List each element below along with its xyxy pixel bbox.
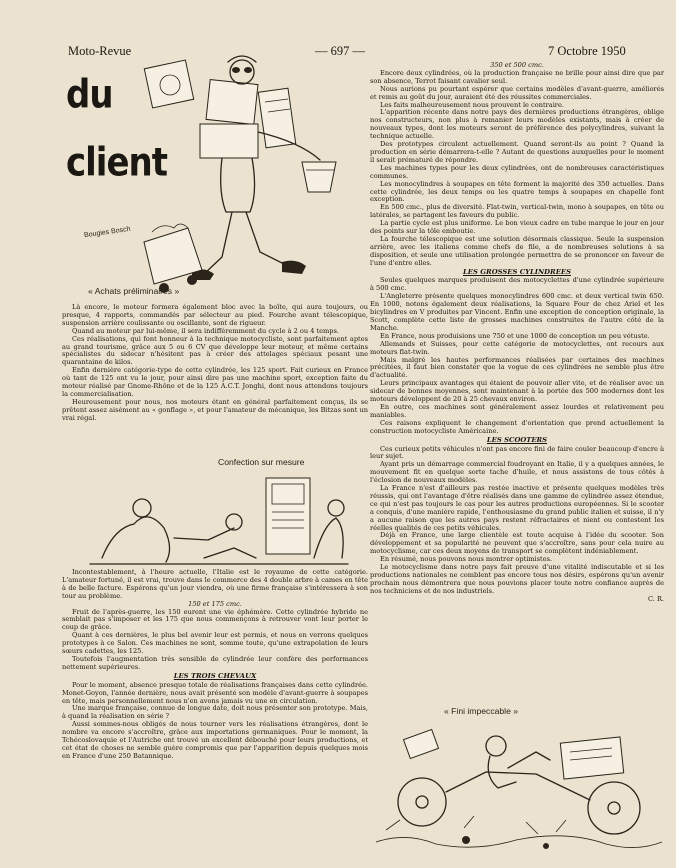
- page-number: — 697 —: [315, 44, 365, 58]
- paragraph: Quant à ces dernières, le plus bel avenir leur est permis, et nous en verrons quelques prototypes à ce Salon. Ces machines ne sont, somme toute, qu'une extrapolation de leurs sœurs cadettes, les 125.: [62, 631, 368, 656]
- paragraph: Là encore, le moteur formera également bloc avec la boîte, qui aura toujours, ou presque, 4 rapports, commandés par sélecteur au pied. Fourche avant télescopique, suspension arrière coulissante ou oscillante, sont de rigueur.: [62, 303, 368, 327]
- paragraph: Fruit de l'après-guerre, les 150 eurent une vie éphémère. Cette cylindrée hybride ne semblait pas s'imposer et les 175 que nous commençons à retrouver vont leur porter le coup de grâce.: [62, 607, 368, 632]
- left-column-lower: [62, 569, 368, 761]
- bottom-caption: « Fini impeccable »: [444, 706, 519, 716]
- paragraph: Allemands et Suisses, pour cette catégorie de motocyclettes, ont recours aux moteurs flat-twin.: [370, 339, 664, 356]
- paragraph: Mais malgré les hautes performances réalisées par certaines des machines précitées, il faut bien constater que la vogue de ces cylindrées ne semble plus être d'actualité.: [370, 355, 664, 380]
- paragraph: La partie cycle est plus uniforme. Le bon vieux cadre en tube marque le jour en jour des points sur la tôle emboutie.: [370, 219, 664, 236]
- shopping-man-illustration: [130, 52, 355, 302]
- paragraph: Pour le moment, absence presque totale de réalisations françaises dans cette cylindrée. Monet-Goyon, l'année dernière, nous avait présenté son modèle d'avant-guerre à soupapes en tête, mais personnellement nous n'en avons jamais vu une en circulation.: [62, 680, 368, 705]
- subheading: 150 et 175 cmc.: [188, 599, 242, 608]
- paragraph: L'apparition récente dans notre pays des dernières productions étrangères, oblige nos constructeurs, non plus à remanier leurs modèles existants, mais à créer de nouveaux types, dont les moteurs seront de préférence des polycylindres, suivant la technique actuelle.: [370, 108, 664, 141]
- bag-label: Bougies Bosch: [83, 225, 131, 240]
- paragraph: La France n'est d'ailleurs pas restée inactive et présente quelques modèles très réussis, qui ont l'avantage d'être réalisés dans une gamme de cylindrée assez étendue, ce qui n'est pas toujours le cas pour les autres productions européennes. Si le scooter a conquis, d'une manière rapide, l'enthousiasme du grand public italien et suisse, il n'y a aucune raison que les autres pays restent réfractaires et nient ou contestent les réelles qualités de ces petits véhicules.: [370, 484, 664, 532]
- top-caption: « Achats préliminaires »: [88, 286, 180, 296]
- workshop-illustration: [366, 712, 666, 862]
- signature: C. R.: [647, 594, 664, 603]
- paragraph: Encore deux cylindrées, où la production française ne brille pour ainsi dire que par son absence, Terrot faisant cavalier seul.: [370, 68, 664, 85]
- section-heading: LES SCOOTERS: [486, 435, 548, 444]
- paragraph: Une marque française, connue de longue date, doit nous présenter son prototype. Mais, à quand la réalisation en série ?: [62, 704, 368, 721]
- paragraph: Le motocyclisme dans notre pays fait preuve d'une vitalité indiscutable et si les productions nationales ne comblent pas encore tous nos désirs, espérons qu'un avenir prochain nous démontrera que nous pouvions placer toute notre confiance auprès de nos techniciens et de nos industriels.: [370, 563, 664, 595]
- title-du: du: [66, 72, 113, 118]
- paragraph: L'Angleterre présente quelques monocylindres 600 cmc. et deux vertical twin 650. En 1000, notons également deux réalisations, la Square Four de chez Ariel et les bicylindres en V produites par Vincent. Enfin une exception de conception originale, la Scott, complète cette liste de grosses machines construites de l'autre côté de la Manche.: [370, 292, 664, 332]
- paragraph: Toutefois l'augmentation très sensible de cylindrée leur confère des performances nettement supérieures.: [62, 654, 368, 671]
- paragraph: Ces réalisations, qui font honneur à la technique motocycliste, sont parfaitement aptes au grand tourisme, grâce aux 5 ou 6 CV que développe leur moteur, et même certains spécialistes du sidecar n'hésitent pas à créer des attelages spéciaux pesant une quarantaine de kilos.: [62, 334, 368, 367]
- section-heading: LES TROIS CHEVAUX: [173, 671, 257, 680]
- paragraph: En 500 cmc., plus de diversité. Flat-twin, vertical-twin, mono à soupapes, en tête ou latérales, se partagent les faveurs du public.: [370, 203, 664, 220]
- paragraph: Les machines types pour les deux cylindrées, ont de nombreuses caractéristiques communes.: [370, 163, 664, 180]
- section-heading: LES GROSSES CYLINDREES: [463, 267, 571, 276]
- subheading: 350 et 500 cmc.: [490, 61, 544, 69]
- paragraph: Les faits malheureusement nous prouvent le contraire.: [380, 100, 564, 109]
- paragraph: Les monocylindres à soupapes en tête forment la majorité des 350 actuelles. Dans cette cylindrée, les deux temps ou les quatre temps à soupapes en chapelle font exception.: [370, 179, 664, 204]
- paragraph: Enfin dernière catégorie-type de cette cylindrée, les 125 sport. Fait curieux en France où tant de 125 ont vu le jour, pour ainsi dire pas une machine sport, exception faite du moteur réalisé par Gnome-Rhône et de la 125 A.C.T. Jonghi, dont nous attendons toujours la commercialisation.: [62, 366, 368, 398]
- magazine-name: Moto-Revue: [68, 44, 132, 58]
- paragraph: La fourche télescopique est une solution désormais classique. Seule la suspension arrière, avec les italiens comme chefs de file, a de nombreuses solutions à sa disposition, et seule une utilisation prolongée permettra de se prononcer en faveur de l'une d'entre elles.: [370, 234, 664, 267]
- paragraph: Nous aurions pu pourtant espérer que certains modèles d'avant-guerre, améliorés et remis au goût du jour, auraient été des réussites commerciales.: [370, 84, 664, 101]
- paragraph: Ces raisons expliquent le changement d'orientation que prend actuellement la construction motocycliste Américaine.: [370, 418, 664, 435]
- paragraph: Seules quelques marques produisent des motocyclettes d'une cylindrée supérieure à 500 cmc.: [370, 276, 664, 293]
- paragraph: Aussi sommes-nous obligés de nous tourner vers les réalisations étrangères, dont le nombre va encore s'accroître, grâce aux importations germaniques. Pour le moment, la Tchécoslovaquie et l'Autriche ont trouvé un excellent débouché pour leurs productions, et cet état de choses ne semble guère compromis que par l'apparition depuis quelques mois en France d'une 250 Batannique.: [62, 720, 368, 760]
- paragraph: Ces curieux petits véhicules n'ont pas encore fini de faire couler beaucoup d'encre à leur sujet.: [370, 444, 664, 461]
- title-client: client: [66, 140, 167, 186]
- right-column: [370, 62, 664, 604]
- paragraph: Quand au moteur par lui-même, il sera indifféremment du cycle à 2 ou 4 temps.: [72, 326, 339, 335]
- issue-date: 7 Octobre 1950: [548, 44, 626, 58]
- paragraph: Incontestablement, à l'heure actuelle, l'Italie est le royaume de cette catégorie. L'amateur fortuné, il est vrai, trouve dans le commerce des 4 double arbre à cames en tête à de belle facture. Espérons qu'un jour viendra, où une firme française s'intéressera à son tour au problème.: [62, 568, 368, 600]
- paragraph: Heureusement pour nous, nos moteurs étant en général parfaitement conçus, ils se prêtent assez aisément au « gonflage », et pour l'amateur de mécanique, les Bitzas sont un vrai régal.: [62, 397, 368, 422]
- paragraph: Leurs principaux avantages qui étaient de pouvoir aller vite, et de réaliser avec un sidecar de bonnes moyennes, sont maintenant à la portée des 500 modernes dont les moteurs développent de 20 à 25 chevaux environ.: [370, 379, 664, 404]
- paragraph: Des prototypes circulent actuellement. Quand seront-ils au point ? Quand la production en série démarrera-t-elle ? Autant de questions auxquelles pour le moment il serait prématuré de répondre.: [370, 140, 664, 164]
- tailor-illustration: [84, 468, 354, 566]
- left-column-upper: [62, 304, 368, 423]
- paragraph: Déjà en France, une large clientèle est toute acquise à l'idée du scooter. Son développement et sa popularité ne peuvent que s'accroître, sans pour cela nuire au motocyclisme, car ces deux moyens de transport se complètent indéniablement.: [370, 531, 664, 556]
- middle-caption: Confection sur mesure: [218, 457, 305, 467]
- paragraph: Ayant pris un démarrage commercial foudroyant en Italie, il y a quelques années, le mouvement fit en quelque sorte tache d'huile, et nous assistons de tous côtés à l'éclosion de nouveaux modèles.: [370, 460, 664, 485]
- paragraph: En outre, ces machines sont généralement assez lourdes et relativement peu maniables.: [370, 402, 664, 419]
- paragraph: En résumé, nous pouvons nous montrer optimistes.: [380, 555, 553, 564]
- paragraph: En France, nous produisions une 750 et une 1000 de conception un peu vétuste.: [380, 331, 650, 340]
